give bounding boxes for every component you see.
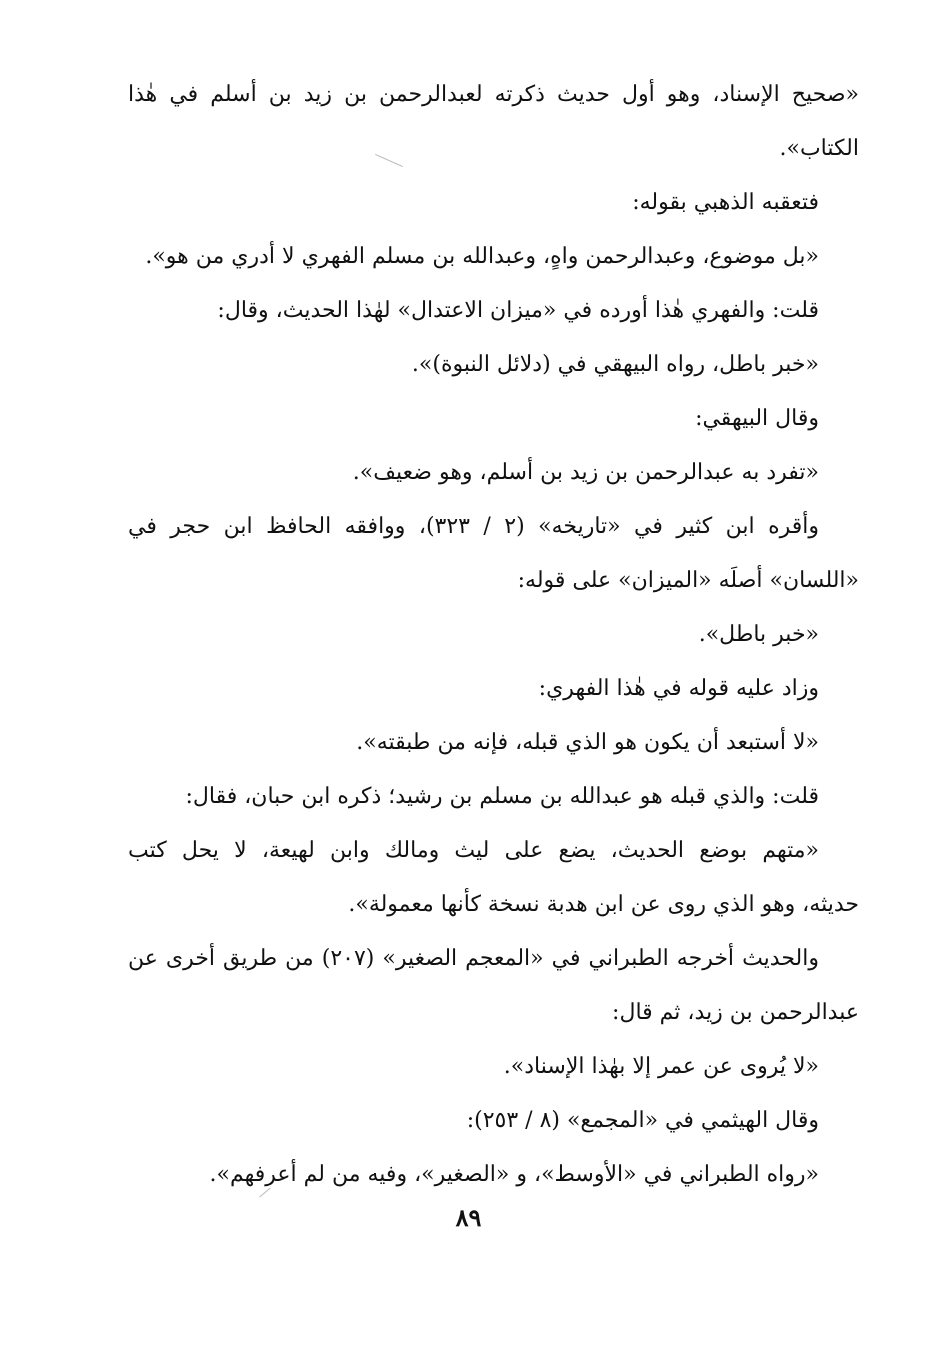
text-line: حديثه، وهو الذي روى عن ابن هدبة نسخة كأنها معمولة». <box>348 892 859 917</box>
text-line: «رواه الطبراني في «الأوسط»، و «الصغير»، وفيه من لم أعرفهم». <box>209 1162 819 1187</box>
text-line: فتعقبه الذهبي بقوله: <box>632 190 819 215</box>
text-line: وقال الهيثمي في «المجمع» (٨ / ٢٥٣): <box>466 1108 819 1133</box>
text-line: «تفرد به عبدالرحمن بن زيد بن أسلم، وهو ضعيف». <box>352 460 819 485</box>
text-line: «لا يُروى عن عمر إلا بهٰذا الإسناد». <box>503 1054 819 1079</box>
text-line: «بل موضوع، وعبدالرحمن واهٍ، وعبدالله بن مسلم الفهري لا أدري من هو». <box>145 244 819 269</box>
text-line: «صحيح الإسناد، وهو أول حديث ذكرته لعبدالرحمن بن زيد بن أسلم في هٰذا <box>128 82 859 107</box>
page-text <box>128 68 859 1202</box>
text-line: قلت: والفهري هٰذا أورده في «ميزان الاعتدال» لهٰذا الحديث، وقال: <box>217 298 819 323</box>
text-line: عبدالرحمن بن زيد، ثم قال: <box>612 1000 859 1025</box>
text-line: وقال البيهقي: <box>695 406 819 431</box>
text-line: وأقره ابن كثير في «تاريخه» (٢ / ٣٢٣)، ووافقه الحافظ ابن حجر في <box>128 514 819 539</box>
text-line: «اللسان» أصلَه «الميزان» على قوله: <box>517 568 859 593</box>
text-line: قلت: والذي قبله هو عبدالله بن مسلم بن رشيد؛ ذكره ابن حبان، فقال: <box>185 784 819 809</box>
text-line: «خبر باطل». <box>698 622 819 647</box>
text-line: «خبر باطل، رواه البيهقي في (دلائل النبوة)». <box>411 352 819 377</box>
text-line: الكتاب». <box>779 136 859 161</box>
text-line: «لا أستبعد أن يكون هو الذي قبله، فإنه من طبقته». <box>356 730 819 755</box>
page-number: ٨٩ <box>455 1203 482 1232</box>
text-line: والحديث أخرجه الطبراني في «المعجم الصغير» (٢٠٧) من طريق أخرى عن <box>128 946 819 971</box>
text-line: «متهم بوضع الحديث، يضع على ليث ومالك وابن لهيعة، لا يحل كتب <box>128 838 819 863</box>
text-line: وزاد عليه قوله في هٰذا الفهري: <box>538 676 819 701</box>
